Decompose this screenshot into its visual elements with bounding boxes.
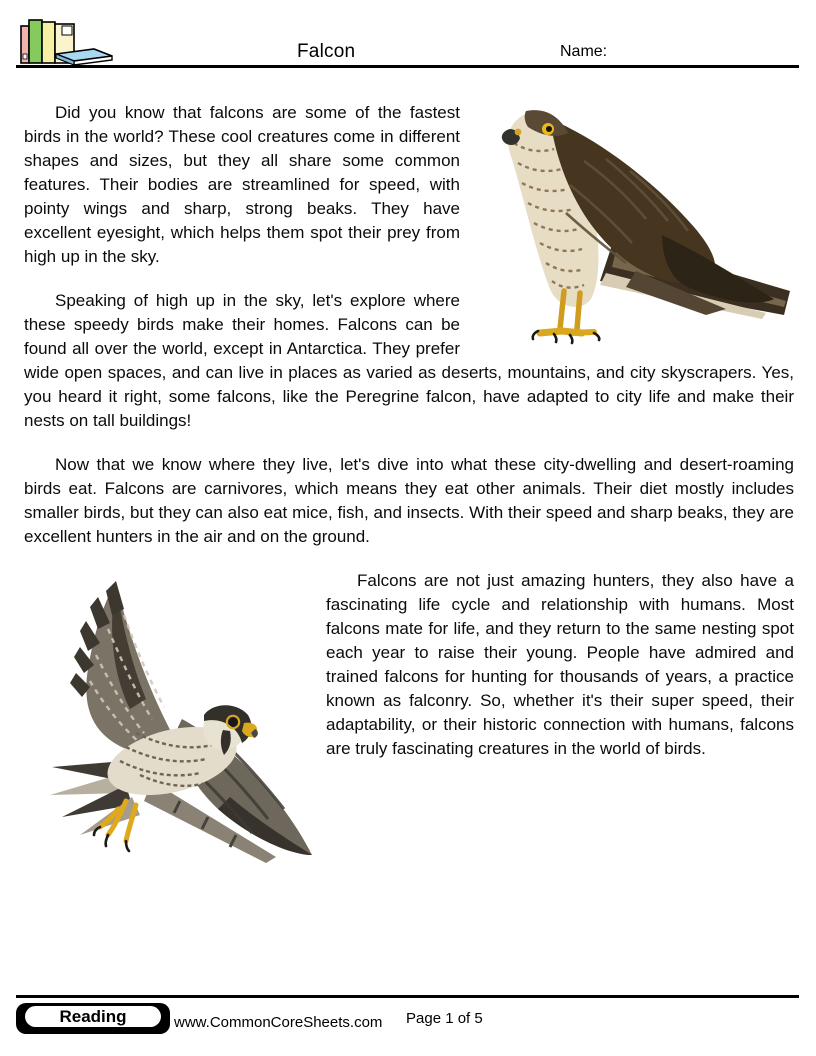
passage-body bbox=[0, 71, 816, 994]
page-footer bbox=[16, 995, 799, 1055]
flying-falcon-photo bbox=[24, 569, 318, 865]
page-title: Falcon bbox=[297, 41, 356, 62]
books-icon bbox=[18, 9, 120, 67]
website-url: www.CommonCoreSheets.com bbox=[174, 1014, 383, 1031]
paragraph-4: Falcons are not just amazing hunters, they also have a fascinating life cycle and relationship with humans. Most falcons mate for life, and they return to the same nesting spot each year to raise their young. People have admired and trained falcons for hunting for thousands of years, a practice known as falconry. So, whether it's their super speed, their adaptability, or their historic connection with humans, falcons are truly fascinating creatures in the world of birds. bbox=[326, 571, 794, 758]
name-label: Name: bbox=[560, 43, 608, 60]
paragraph-1: Did you know that falcons are some of the fastest birds in the world? These cool creatures come in different shapes and sizes, but they all share some common features. Their bodies are streamlined for speed, with pointy wings and sharp, strong beaks. They have excellent eyesight, which helps them spot their prey from high up in the sky. bbox=[24, 103, 460, 266]
standing-falcon-photo bbox=[466, 101, 794, 347]
reading-badge bbox=[16, 1003, 170, 1034]
page-header bbox=[16, 0, 799, 68]
page-number: Page 1 of 5 bbox=[406, 1010, 483, 1027]
paragraph-3: Now that we know where they live, let's dive into what these city-dwelling and desert-roaming birds eat. Falcons are carnivores, which means they eat other animals. Their diet mostly includes smaller birds, but they can also eat mice, fish, and insects. With their speed and sharp beaks, they are excellent hunters in the air and on the ground. bbox=[24, 455, 794, 546]
paragraph-2: Speaking of high up in the sky, let's explore where these speedy birds make their homes. Falcons can be found all over the world, except in Antarctica. They prefer wide open spaces, and can live in places as varied as deserts, mountains, and city skyscrapers. Yes, you heard it right, some falcons, like the Peregrine falcon, have adapted to city life and make their nests on tall buildings! bbox=[24, 291, 794, 430]
reading-badge-label: Reading bbox=[25, 1006, 161, 1027]
